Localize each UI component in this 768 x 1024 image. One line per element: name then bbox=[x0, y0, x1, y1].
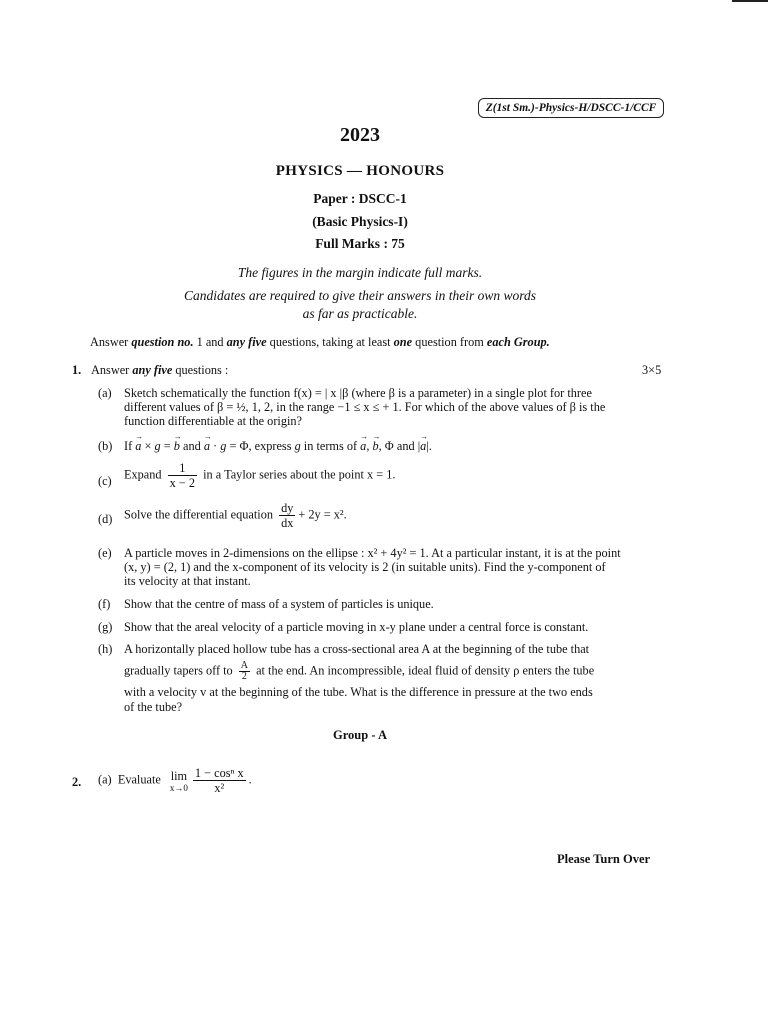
q1e-line: (x, y) = (2, 1) and the x-component of its velocity is 2 (in suitable units). Find the y-component of bbox=[124, 560, 606, 575]
q1c-label: (c) bbox=[98, 474, 112, 488]
q1e-text bbox=[124, 546, 667, 589]
q2a-label: (a) bbox=[98, 772, 112, 787]
q1e-line: A particle moves in 2-dimensions on the ellipse : x² + 4y² = 1. At a particular instant, it is at the point bbox=[124, 546, 621, 560]
q1a-line: different values of β = ½, 1, 2, in the range −1 ≤ x ≤ + 1. For which of the above values of β is the bbox=[124, 400, 606, 415]
q1h-line: with a velocity v at the beginning of the tube. What is the difference in pressure at the two ends bbox=[124, 685, 593, 699]
q1a-text bbox=[124, 386, 667, 429]
q1b-part: If bbox=[124, 439, 136, 453]
q1f-text: Show that the centre of mass of a system of particles is unique. bbox=[124, 597, 434, 611]
paper-code: Z(1st Sm.)-Physics-H/DSCC-1/CCF bbox=[478, 98, 664, 118]
q1h-fraction bbox=[239, 661, 250, 682]
fraction-numerator: 1 bbox=[168, 461, 197, 476]
fraction-denominator: 2 bbox=[241, 671, 247, 682]
q2a-text bbox=[98, 766, 252, 795]
group-a-heading: Group - A bbox=[333, 728, 387, 742]
q2a-part: . bbox=[248, 772, 252, 787]
full-marks: Full Marks : 75 bbox=[315, 236, 405, 251]
q1c-text bbox=[124, 461, 395, 490]
q1e-line: its velocity at that instant. bbox=[124, 574, 251, 589]
q1h-line: of the tube? bbox=[124, 700, 183, 714]
q1h-label: (h) bbox=[98, 642, 113, 656]
q1h-line bbox=[124, 661, 667, 682]
q1a-line: function differentiable at the origin? bbox=[124, 414, 303, 429]
q1d-text bbox=[124, 501, 347, 530]
instr-emph: any five bbox=[226, 335, 267, 349]
course-name: (Basic Physics-I) bbox=[312, 214, 408, 229]
q2a-fraction bbox=[193, 766, 246, 795]
margin-note: The figures in the margin indicate full marks. bbox=[237, 265, 483, 280]
fraction-numerator: A bbox=[240, 660, 249, 671]
question-1-number: 1. bbox=[72, 363, 82, 377]
paper-name: Paper : DSCC-1 bbox=[313, 191, 407, 206]
q1h-part: gradually tapers off to bbox=[124, 663, 233, 678]
question-2-number: 2. bbox=[72, 775, 82, 789]
instr-part: 1 and bbox=[193, 335, 227, 349]
please-turn-over: Please Turn Over bbox=[557, 852, 651, 866]
fraction-denominator: x² bbox=[214, 781, 225, 795]
q1b-part: in terms of bbox=[300, 439, 361, 453]
instr-emph: question no. bbox=[131, 335, 194, 349]
q1b-label: (b) bbox=[98, 439, 113, 453]
q1h-text bbox=[124, 642, 667, 715]
q1e-label: (e) bbox=[98, 546, 112, 560]
q1d-part: Solve the differential equation bbox=[124, 507, 273, 522]
fraction-numerator: 1 − cosⁿ x bbox=[194, 766, 244, 780]
q1-head-emph: any five bbox=[132, 363, 173, 377]
q1-head-part: Answer bbox=[91, 363, 133, 377]
limit-operator bbox=[170, 769, 188, 793]
corner-mark bbox=[732, 0, 768, 2]
fraction-denominator: dx bbox=[281, 516, 294, 530]
q1g-text: Show that the areal velocity of a particle moving in x-y plane under a central force is constant. bbox=[124, 620, 589, 634]
instr-emph: each Group. bbox=[486, 335, 550, 349]
q1f-label: (f) bbox=[98, 597, 111, 611]
q1b-part: and bbox=[179, 439, 204, 453]
candidate-note-line1: Candidates are required to give their answers in their own words bbox=[184, 288, 536, 303]
exam-year: 2023 bbox=[340, 124, 380, 146]
q1b-text: If → a × g = → b and → a · g = Φ, express g in terms of → a, → b, Φ and |→ a|. bbox=[124, 439, 432, 453]
q1b-part: , express bbox=[248, 439, 295, 453]
q1a-label: (a) bbox=[98, 386, 112, 400]
instr-part: question from bbox=[412, 335, 487, 349]
instr-part: questions, taking at least bbox=[266, 335, 394, 349]
candidate-note-line2: as far as practicable. bbox=[302, 306, 418, 321]
q1-head-part: questions : bbox=[172, 363, 229, 377]
limit-word: lim bbox=[170, 768, 188, 783]
instr-emph: one bbox=[393, 335, 413, 349]
question-1-marks: 3×5 bbox=[642, 363, 662, 377]
q1d-label: (d) bbox=[98, 512, 113, 526]
fraction-numerator: dy bbox=[281, 501, 294, 515]
subject-title: PHYSICS — HONOURS bbox=[275, 163, 445, 179]
limit-subscript: x→0 bbox=[169, 782, 188, 793]
q1d-part: + 2y = x². bbox=[298, 507, 347, 522]
q1g-label: (g) bbox=[98, 620, 113, 634]
q2a-part: Evaluate bbox=[117, 772, 161, 787]
q1b-part: and bbox=[393, 439, 418, 453]
fraction-denominator: x − 2 bbox=[169, 476, 196, 490]
q1h-line: A horizontally placed hollow tube has a cross-sectional area A at the beginning of the tube that bbox=[124, 642, 590, 656]
q1h-part: at the end. An incompressible, ideal fluid of density ρ enters the tube bbox=[256, 663, 595, 678]
general-instruction bbox=[90, 335, 550, 350]
q1d-fraction bbox=[279, 501, 295, 530]
q1a-line: Sketch schematically the function f(x) = | x |β (where β is a parameter) in a single plot for three bbox=[124, 386, 592, 400]
q1c-part: in a Taylor series about the point x = 1. bbox=[203, 467, 396, 482]
instr-part: Answer bbox=[90, 335, 132, 349]
q1c-fraction bbox=[168, 461, 197, 490]
q1c-part: Expand bbox=[124, 467, 162, 482]
question-1-heading bbox=[91, 363, 228, 378]
